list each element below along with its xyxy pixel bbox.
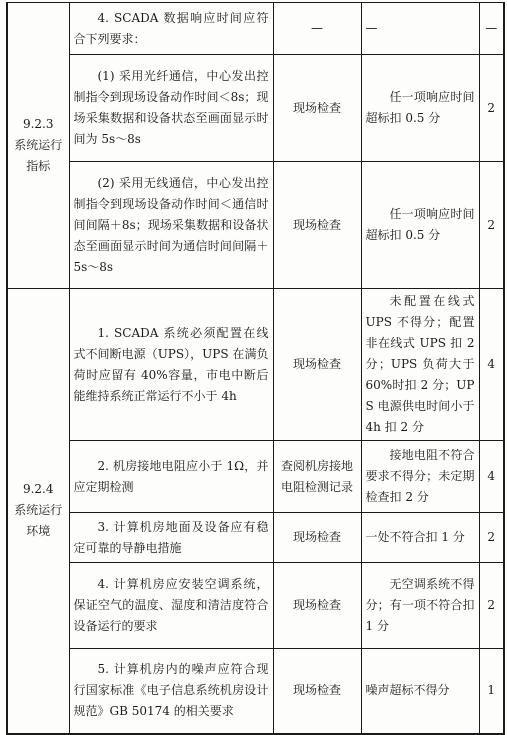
method-cell: 现场检查 — [273, 162, 361, 289]
deduction-cell: — — [361, 3, 479, 55]
method-cell: — — [273, 3, 361, 55]
requirement-cell: 3. 计算机房地面及设备应有稳定可靠的导静电措施 — [69, 513, 273, 563]
table-row — [7, 289, 504, 441]
section-cell-9-2-4 — [7, 289, 69, 734]
table-row — [7, 513, 504, 563]
section-name: 系统运行指标 — [14, 138, 63, 173]
section-cell-9-2-3 — [7, 3, 69, 289]
requirement-cell: (2) 采用无线通信，中心发出控制指令到现场设备动作时间＜通信时间间隔＋8s；现场采集数据和设备状态至画面显示时间为通信时间间隔＋5s～8s — [69, 162, 273, 289]
table-row — [7, 649, 504, 734]
method-cell: 现场检查 — [273, 289, 361, 441]
deduction-cell: 任一项响应时间超标扣 0.5 分 — [361, 162, 479, 289]
section-name: 系统运行环境 — [14, 503, 63, 539]
deduction-cell: 接地电阻不符合要求不得分；未定期检查扣 2 分 — [361, 441, 479, 513]
section-id: 9.2.4 — [22, 482, 54, 497]
requirement-cell: 5. 计算机房内的噪声应符合现行国家标准《电子信息系统机房设计规范》GB 50174 的相关要求 — [69, 649, 273, 734]
deduction-cell: 一处不符合扣 1 分 — [361, 513, 479, 563]
method-cell: 现场检查 — [273, 563, 361, 649]
score-cell: — — [479, 3, 504, 55]
deduction-cell: 无空调系统不得分；有一项不符合扣 1 分 — [361, 563, 479, 649]
score-cell: 2 — [479, 513, 504, 563]
score-cell: 4 — [479, 289, 504, 441]
table-row — [7, 563, 504, 649]
deduction-cell: 任一项响应时间超标扣 0.5 分 — [361, 55, 479, 162]
score-cell: 2 — [479, 55, 504, 162]
table-row — [7, 3, 504, 55]
requirement-cell: (1) 采用光纤通信，中心发出控制指令到现场设备动作时间＜8s；现场采集数据和设备状态至画面显示时间为 5s～8s — [69, 55, 273, 162]
method-cell: 查阅机房接地电阻检测记录 — [273, 441, 361, 513]
requirement-cell: 1. SCADA 系统必须配置在线式不间断电源（UPS），UPS 在满负荷时应留有 40%容量，市电中断后能维持系统正常运行不小于 4h — [69, 289, 273, 441]
method-cell: 现场检查 — [273, 649, 361, 734]
table-row — [7, 162, 504, 289]
score-cell: 1 — [479, 649, 504, 734]
requirement-cell: 4. 计算机房应安装空调系统，保证空气的温度、湿度和清洁度符合设备运行的要求 — [69, 563, 273, 649]
requirement-cell: 2. 机房接地电阻应小于 1Ω，并应定期检测 — [69, 441, 273, 513]
table-row — [7, 55, 504, 162]
section-id: 9.2.3 — [22, 117, 54, 131]
requirement-cell: 4. SCADA 数据响应时间应符合下列要求： — [69, 3, 273, 55]
inspection-table — [6, 2, 505, 735]
score-cell: 2 — [479, 162, 504, 289]
deduction-cell: 未配置在线式 UPS 不得分；配置非在线式 UPS 扣 2 分；UPS 负荷大于 60%时扣 2 分；UPS 电源供电时间小于 4h 扣 2 分 — [361, 289, 479, 441]
method-cell: 现场检查 — [273, 513, 361, 563]
deduction-cell: 噪声超标不得分 — [361, 649, 479, 734]
table-row — [7, 441, 504, 513]
method-cell: 现场检查 — [273, 55, 361, 162]
score-cell: 2 — [479, 563, 504, 649]
score-cell: 4 — [479, 441, 504, 513]
